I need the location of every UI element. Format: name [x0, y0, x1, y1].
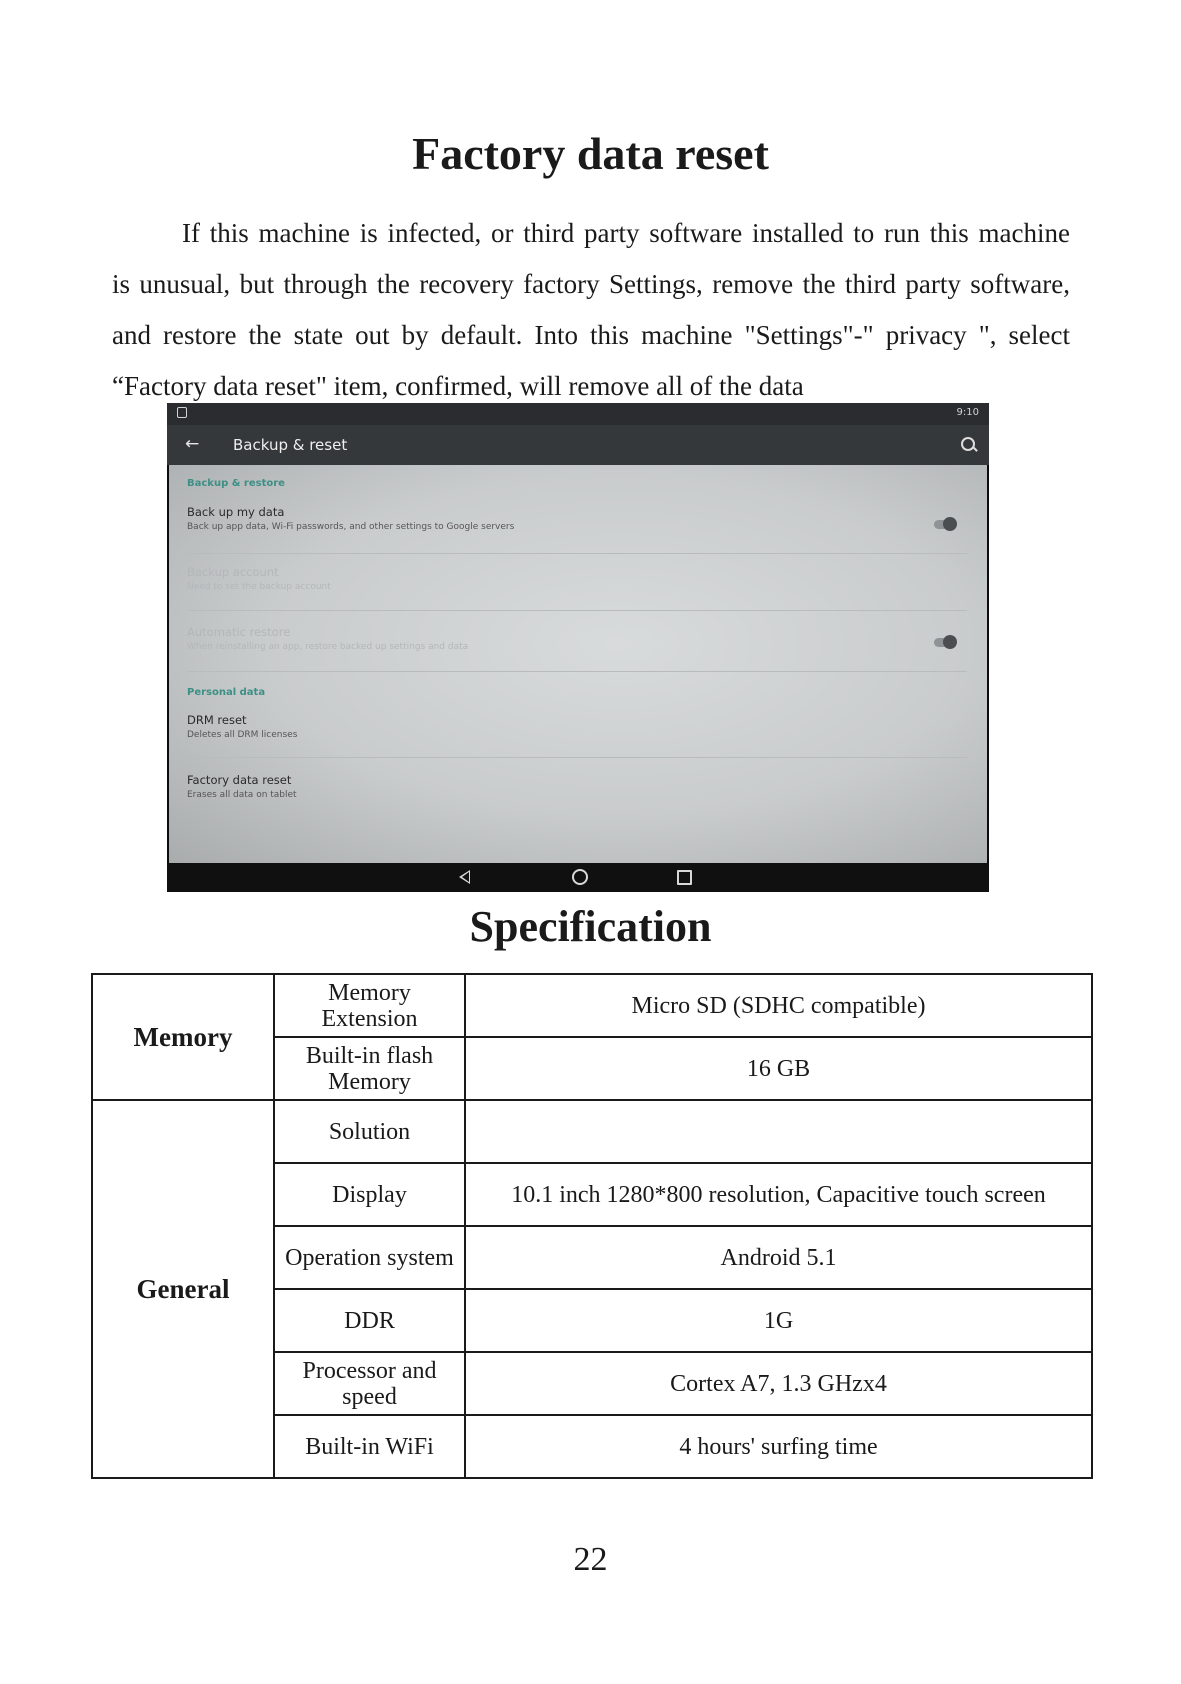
auto-restore-toggle: [934, 638, 956, 647]
spec-title: Specification: [469, 902, 712, 951]
spec-value: 16 GB: [465, 1037, 1092, 1100]
item-subtitle: Back up app data, Wi-Fi passwords, and other settings to Google servers: [187, 522, 515, 532]
app-bar: [167, 425, 989, 465]
page-number: 22: [573, 1541, 608, 1578]
paragraph-line: is unusual, but through the recovery factory Settings, remove the third party software,: [112, 269, 1070, 299]
group-cell: Memory: [92, 974, 274, 1100]
settings-item-factory-reset[interactable]: [187, 773, 967, 800]
item-subtitle: Need to set the backup account: [187, 582, 331, 592]
item-title: Backup account: [187, 565, 279, 579]
spec-label: Operation system: [274, 1226, 465, 1289]
nav-bar: [167, 863, 989, 892]
spec-table: [91, 973, 1093, 1479]
item-subtitle: Deletes all DRM licenses: [187, 730, 298, 740]
status-time: 9:10: [956, 407, 979, 418]
settings-list: [169, 465, 987, 863]
divider: [187, 671, 967, 672]
spec-label: DDR: [274, 1289, 465, 1352]
spec-label: Solution: [274, 1100, 465, 1163]
divider: [187, 553, 967, 554]
settings-item-drm-reset[interactable]: [187, 713, 967, 740]
spec-value: 10.1 inch 1280*800 resolution, Capacitive touch screen: [465, 1163, 1092, 1226]
paragraph-line: “Factory data reset" item, confirmed, will remove all of the data: [112, 371, 804, 401]
divider: [187, 610, 967, 611]
group-cell: General: [92, 1100, 274, 1478]
table-row: [92, 1100, 1092, 1163]
item-title: Back up my data: [187, 505, 285, 519]
divider: [187, 757, 967, 758]
settings-item-backup-account: [187, 565, 967, 592]
tablet-screenshot: [167, 403, 989, 892]
paragraph-line: If this machine is infected, or third party software installed to run this machine: [182, 218, 1070, 248]
toggle-knob: [943, 517, 957, 531]
paragraph-line: and restore the state out by default. Into this machine "Settings"-" privacy ", select: [112, 320, 1070, 350]
spec-value: 4 hours' surfing time: [465, 1415, 1092, 1478]
spec-value: Cortex A7, 1.3 GHzx4: [465, 1352, 1092, 1415]
nav-back-icon[interactable]: [459, 870, 470, 884]
settings-item-auto-restore: [187, 625, 967, 652]
nav-home-icon[interactable]: [572, 869, 588, 885]
spec-label: Built-in WiFi: [274, 1415, 465, 1478]
toggle-knob: [943, 635, 957, 649]
spec-label: Memory Extension: [274, 974, 465, 1037]
back-arrow-icon[interactable]: ←: [185, 434, 200, 454]
spec-value: Android 5.1: [465, 1226, 1092, 1289]
item-title: Automatic restore: [187, 625, 291, 639]
item-title: Factory data reset: [187, 773, 292, 787]
page-title: Factory data reset: [412, 128, 769, 179]
status-bar: [167, 403, 989, 425]
app-bar-title: Backup & reset: [233, 436, 348, 454]
backup-toggle[interactable]: [934, 520, 956, 529]
section-header-personal: Personal data: [187, 687, 266, 698]
section-header-backup: Backup & restore: [187, 478, 285, 489]
item-subtitle: Erases all data on tablet: [187, 790, 297, 800]
item-subtitle: When reinstalling an app, restore backed up settings and data: [187, 642, 469, 652]
lock-icon: [177, 407, 187, 418]
spec-value: Micro SD (SDHC compatible): [465, 974, 1092, 1037]
spec-value: [465, 1100, 1092, 1163]
spec-value: 1G: [465, 1289, 1092, 1352]
intro-paragraph: [112, 208, 1070, 412]
spec-label: Built-in flash Memory: [274, 1037, 465, 1100]
spec-label: Processor and speed: [274, 1352, 465, 1415]
table-row: [92, 974, 1092, 1037]
spec-label: Display: [274, 1163, 465, 1226]
nav-recent-icon[interactable]: [677, 870, 692, 885]
item-title: DRM reset: [187, 713, 247, 727]
settings-item-backup-data[interactable]: [187, 505, 967, 532]
search-icon[interactable]: [961, 437, 975, 451]
